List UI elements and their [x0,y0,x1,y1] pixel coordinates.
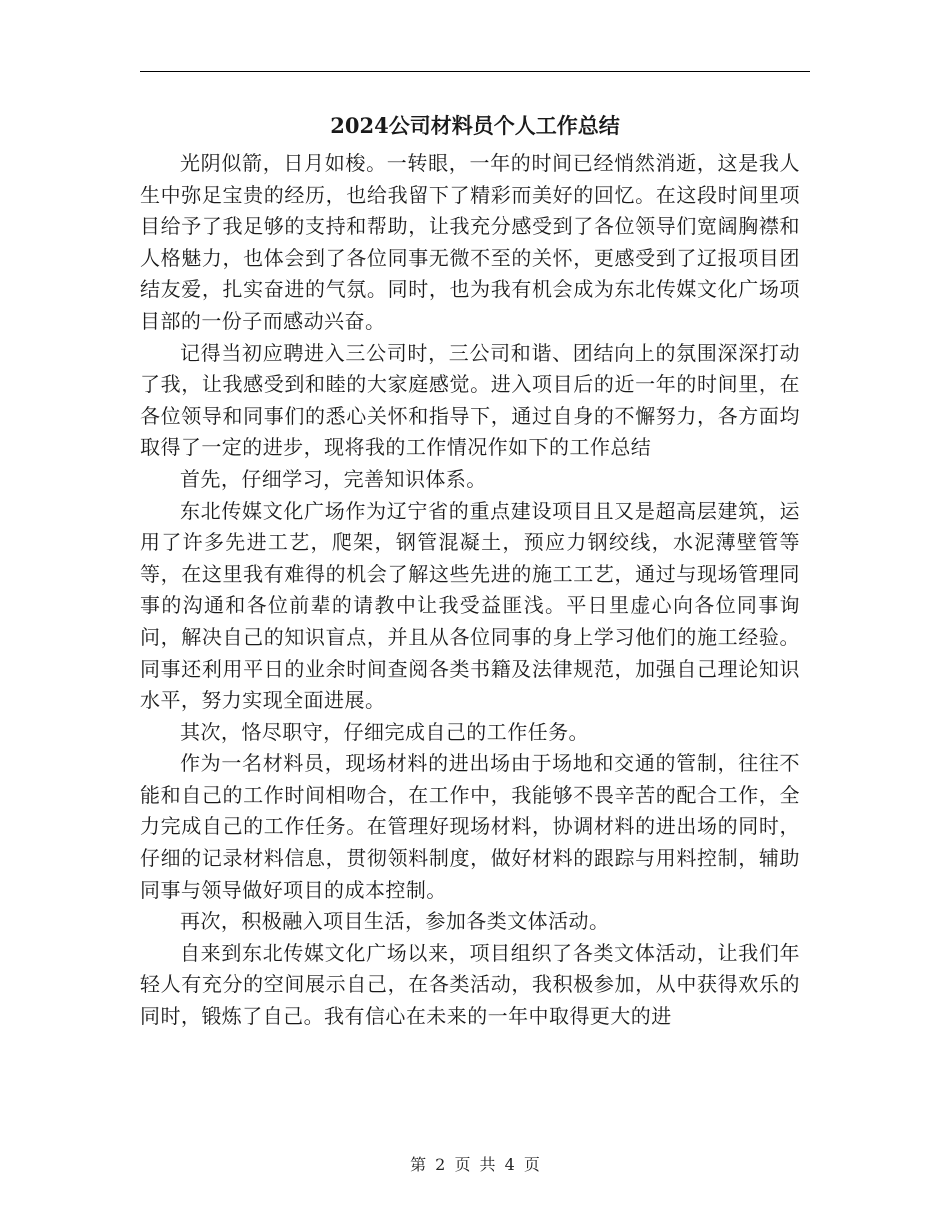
document-body [140,148,800,1033]
section-heading-duty: 其次，恪尽职守，仔细完成自己的工作任务。 [180,719,589,744]
paragraph-intro: 光阴似箭，日月如梭。一转眼，一年的时间已经悄然消逝，这是我人生中弥足宝贵的经历，也给我留下了精彩而美好的回忆。在这段时间里项目给予了我足够的支持和帮助，让我充分感受到了各位领导们宽阔胸襟和人格魅力，也体会到了各位同事无微不至的关怀，更感受到了辽报项目团结友爱，扎实奋进的气氛。同时，也为我有机会成为东北传媒文化广场项目部的一份子而感动兴奋。 [140,151,800,333]
section-heading-activities: 再次，积极融入项目生活，参加各类文体活动。 [180,909,610,934]
paragraph-duty: 作为一名材料员，现场材料的进出场由于场地和交通的管制，往往不能和自己的工作时间相吻合，在工作中，我能够不畏辛苦的配合工作，全力完成自己的工作任务。在管理好现场材料，协调材料的进出场的同时，仔细的记录材料信息，贯彻领料制度，做好材料的跟踪与用料控制，辅助同事与领导做好项目的成本控制。 [140,751,800,902]
paragraph-joining: 记得当初应聘进入三公司时，三公司和谐、团结向上的氛围深深打动了我，让我感受到和睦的大家庭感觉。进入项目后的近一年的时间里，在各位领导和同事们的悉心关怀和指导下，通过自身的不懈努力，各方面均取得了一定的进步，现将我的工作情况作如下的工作总结 [140,340,800,460]
document-title: 2024公司材料员个人工作总结 [330,113,620,138]
header-rule [140,71,810,72]
paragraph-activities: 自来到东北传媒文化广场以来，项目组织了各类文体活动，让我们年轻人有充分的空间展示自己，在各类活动，我积极参加，从中获得欢乐的同时，锻炼了自己。我有信心在未来的一年中取得更大的进 [140,940,800,1029]
page-number: 第 2 页 共 4 页 [410,1155,540,1174]
paragraph-study: 东北传媒文化广场作为辽宁省的重点建设项目且又是超高层建筑，运用了许多先进工艺，爬架，钢管混凝土，预应力钢绞线，水泥薄壁管等等，在这里我有难得的机会了解这些先进的施工工艺，通过与现场管理同事的沟通和各位前辈的请教中让我受益匪浅。平日里虚心向各位同事询问，解决自己的知识盲点，并且从各位同事的身上学习他们的施工经验。同事还利用平日的业余时间查阅各类书籍及法律规范，加强自己理论知识水平，努力实现全面进展。 [140,498,800,713]
section-heading-study: 首先，仔细学习，完善知识体系。 [180,466,487,491]
